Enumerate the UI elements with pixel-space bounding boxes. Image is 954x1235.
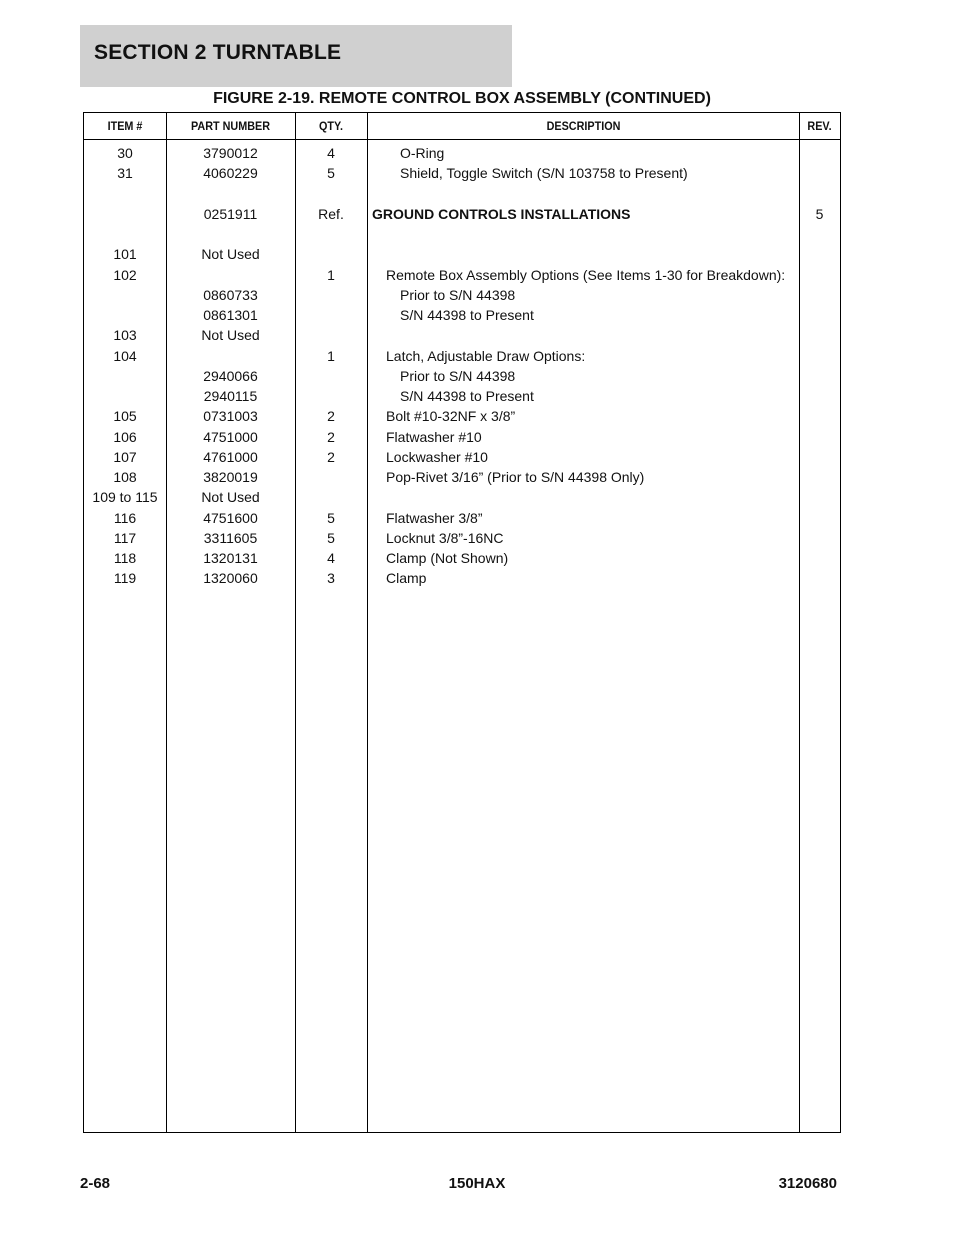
description-cell: GROUND CONTROLS INSTALLATIONS	[372, 205, 631, 222]
description-cell: Remote Box Assembly Options (See Items 1-30 for Breakdown):	[386, 266, 786, 283]
item-number-cell: 104	[113, 347, 137, 364]
table-row	[84, 244, 840, 264]
description-cell: Prior to S/N 44398	[400, 286, 516, 303]
table-row	[84, 143, 840, 163]
part-number-cell: 0251911	[203, 205, 258, 222]
part-number-cell: Not Used	[201, 327, 260, 344]
description-cell: Pop-Rivet 3/16” (Prior to S/N 44398 Only)	[386, 469, 645, 485]
item-number-cell: 102	[113, 266, 137, 283]
table-row	[84, 447, 840, 467]
item-number-cell: 119	[113, 570, 137, 587]
item-number-cell: 105	[113, 408, 137, 425]
part-number-cell: 1320060	[203, 570, 258, 587]
section-header	[80, 25, 512, 87]
description-cell: Prior to S/N 44398	[400, 367, 516, 384]
header-qty: QTY.	[318, 119, 343, 133]
footer-page-number: 2-68	[80, 1175, 111, 1192]
table-row	[84, 406, 840, 426]
table-row	[84, 508, 840, 528]
quantity-cell: 4	[327, 145, 335, 161]
footer-model: 150HAX	[448, 1175, 506, 1192]
table-row	[84, 528, 840, 548]
part-number-cell: 3820019	[203, 469, 258, 485]
description-cell: Bolt #10-32NF x 3/8”	[386, 408, 516, 425]
table-row	[84, 346, 840, 366]
item-number-cell: 108	[113, 469, 137, 485]
part-number-cell: 4060229	[203, 165, 258, 182]
quantity-cell: 5	[327, 165, 335, 182]
description-cell: S/N 44398 to Present	[400, 307, 534, 323]
header-rev: REV.	[807, 119, 832, 133]
quantity-cell: 5	[327, 529, 335, 546]
quantity-cell: 1	[327, 347, 335, 364]
item-number-cell: 116	[113, 509, 137, 526]
revision-cell: 5	[815, 205, 824, 222]
part-number-cell: 1320131	[203, 550, 258, 566]
item-number-cell: 107	[113, 448, 137, 465]
item-number-cell: 109 to 115	[92, 489, 158, 506]
table-row	[84, 467, 840, 487]
header-description: DESCRIPTION	[546, 119, 621, 133]
part-number-cell: 4751000	[203, 428, 258, 445]
quantity-cell: 5	[327, 509, 335, 526]
quantity-cell: 1	[327, 266, 335, 283]
part-number-cell: 0861301	[203, 307, 258, 323]
item-number-cell: 30	[117, 145, 133, 161]
header-item: ITEM #	[107, 119, 143, 133]
description-cell: Clamp	[386, 570, 427, 587]
table-row	[84, 568, 840, 588]
description-cell: Locknut 3/8”-16NC	[386, 529, 504, 546]
item-number-cell: 106	[113, 428, 137, 445]
part-number-cell: 2940115	[203, 388, 258, 404]
description-cell: Shield, Toggle Switch (S/N 103758 to Present)	[400, 165, 688, 182]
table-row	[84, 386, 840, 406]
quantity-cell: 3	[327, 570, 335, 587]
quantity-cell: 2	[327, 428, 335, 445]
description-cell: O-Ring	[400, 145, 445, 161]
figure-title: FIGURE 2-19. REMOTE CONTROL BOX ASSEMBLY (CONTINUED)	[213, 90, 711, 107]
table-row	[84, 204, 840, 224]
table-row	[84, 285, 840, 305]
table-row	[84, 548, 840, 568]
header-divider	[84, 139, 840, 140]
table-row	[84, 305, 840, 325]
footer-document-number: 3120680	[778, 1175, 837, 1192]
table-row	[84, 427, 840, 447]
part-number-cell: 4751600	[203, 509, 258, 526]
description-cell: Flatwasher #10	[386, 428, 482, 445]
item-number-cell: 101	[113, 246, 137, 263]
description-cell: Latch, Adjustable Draw Options:	[386, 347, 586, 364]
part-number-cell: Not Used	[201, 489, 260, 506]
description-cell: Lockwasher #10	[386, 448, 488, 465]
table-row	[84, 325, 840, 345]
header-part-number: PART NUMBER	[190, 119, 271, 133]
parts-table	[83, 112, 841, 1133]
section-title: SECTION 2 TURNTABLE	[94, 41, 342, 64]
quantity-cell: Ref.	[318, 205, 344, 222]
description-cell: S/N 44398 to Present	[400, 388, 534, 404]
item-number-cell: 118	[113, 550, 137, 566]
quantity-cell: 2	[327, 408, 335, 425]
table-row	[84, 487, 840, 507]
quantity-cell: 4	[327, 550, 335, 566]
part-number-cell: 2940066	[203, 367, 258, 384]
item-number-cell: 117	[113, 529, 137, 546]
part-number-cell: 0731003	[203, 408, 258, 425]
part-number-cell: 4761000	[203, 448, 258, 465]
item-number-cell: 31	[117, 165, 133, 182]
quantity-cell: 2	[327, 448, 335, 465]
part-number-cell: 3790012	[203, 145, 258, 161]
part-number-cell: 0860733	[203, 286, 258, 303]
item-number-cell: 103	[113, 327, 137, 344]
table-row	[84, 163, 840, 183]
description-cell: Flatwasher 3/8”	[386, 509, 483, 526]
table-row	[84, 265, 840, 285]
part-number-cell: 3311605	[203, 529, 258, 546]
part-number-cell: Not Used	[201, 246, 260, 263]
description-cell: Clamp (Not Shown)	[386, 550, 509, 566]
table-row	[84, 366, 840, 386]
